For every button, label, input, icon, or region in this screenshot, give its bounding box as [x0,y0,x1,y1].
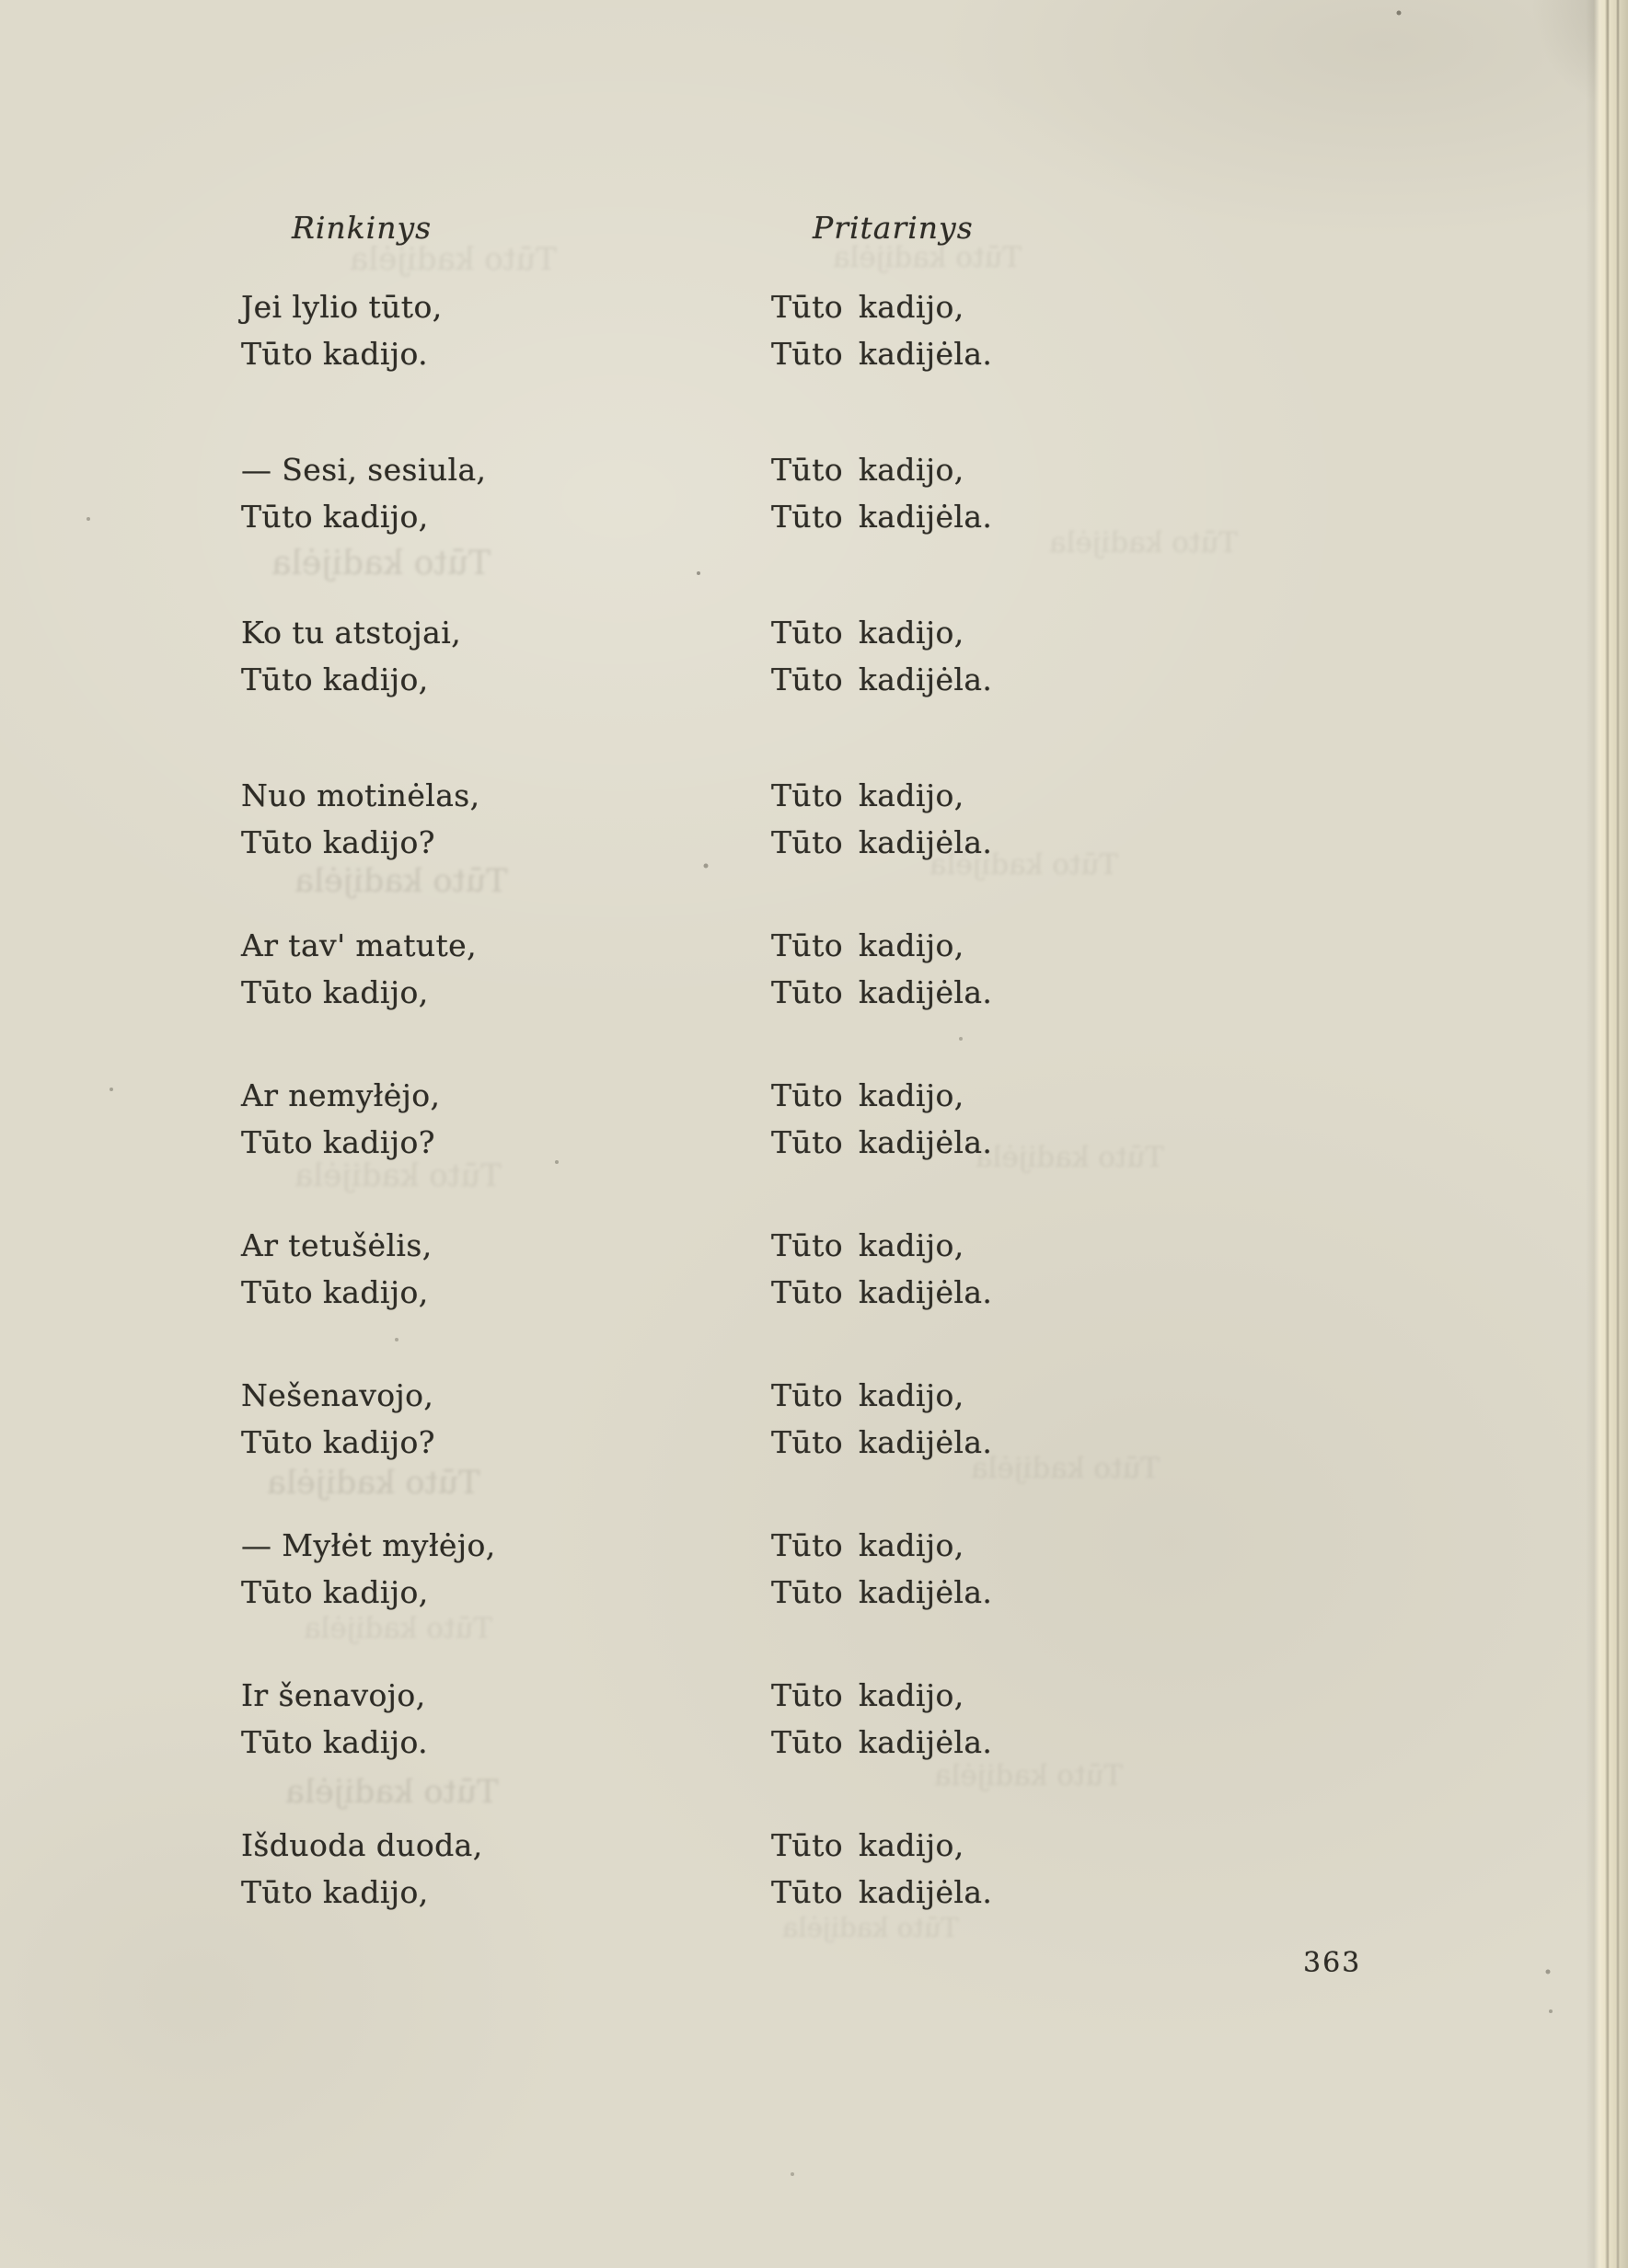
verse-line: Tūto kadijo, [771,777,964,813]
verse-line: Tūto kadijo, [241,662,429,697]
page-number: 363 [1303,1947,1362,1979]
verse-line: Tūto kadijo, [241,499,429,535]
verse-line: Tūto kadijo, [771,1227,964,1263]
show-through-ghost: Tūto kadijėla [294,863,508,900]
verse-line: Tūto kadijėla. [771,1724,993,1760]
verses-list [0,283,1628,1972]
verse-left-column [241,1522,496,1616]
column-header-rinkinys: Rinkinys [292,210,433,246]
verse-right-column [771,1072,992,1166]
verse-line: Tūto kadijo? [241,824,435,860]
verse-line: Ar tetušėlis, [241,1227,433,1263]
verse-line: Ar tav' matute, [241,927,477,963]
verse-line: Tūto kadijo, [241,1574,429,1610]
show-through-ghost: Tūto kadijėla [350,241,557,278]
verse-line: Nuo motinėlas, [241,777,480,813]
verse-line: Tūto kadijėla. [771,1424,993,1460]
verse-line: Tūto kadijo, [771,289,964,325]
verse-line: Tūto kadijėla. [771,1124,993,1160]
verse-line: Tūto kadijo, [771,1077,964,1113]
column-header-pritarinys: Pritarinys [813,210,974,246]
verse-right-column [771,609,992,703]
verse-line: Ir šenavojo, [241,1677,426,1713]
verse-line: Ar nemyłėjo, [241,1077,441,1113]
verse-line: Tūto kadijėla. [771,336,993,372]
verse-line: Tūto kadijo, [771,1677,964,1713]
verse-line: Tūto kadijo, [771,1377,964,1413]
verse-line: — Sesi, sesiula, [241,452,487,488]
verse-right-column [771,1222,992,1316]
verse-row [0,1522,1628,1672]
verse-right-column [771,922,992,1016]
verse-row [0,772,1628,922]
verse-line: Tūto kadijėla. [771,662,993,697]
verse-row [0,446,1628,609]
verse-line: Tūto kadijo, [241,1274,429,1310]
verse-line: Tūto kadijėla. [771,1274,993,1310]
show-through-ghost: Tūto kadijėla [782,1912,959,1943]
verse-left-column [241,922,477,1016]
verse-left-column [241,446,486,540]
show-through-ghost: Tūto kadijėla [971,1452,1160,1485]
verse-line: Tūto kadijėla. [771,1574,993,1610]
show-through-ghost: Tūto kadijėla [267,1465,480,1502]
verse-line: Nešenavojo, [241,1377,434,1413]
verse-row [0,1072,1628,1222]
verse-line: Išduoda duoda, [241,1827,483,1863]
show-through-ghost: Tūto kadijėla [271,545,491,582]
verse-right-column [771,772,992,866]
verse-right-column [771,283,992,377]
verse-right-column [771,1522,992,1616]
verse-line: — Myłėt myłėjo, [241,1527,496,1563]
verse-left-column [241,1822,483,1916]
verse-row [0,922,1628,1072]
verse-left-column [241,609,461,703]
verse-right-column [771,446,992,540]
verse-left-column [241,1372,435,1466]
verse-row [0,1822,1628,1972]
verse-right-column [771,1672,992,1766]
verse-row [0,1372,1628,1522]
verse-line: Tūto kadijo, [771,1527,964,1563]
verse-right-column [771,1372,992,1466]
verse-line: Tūto kadijėla. [771,824,993,860]
verse-line: Tūto kadijo. [241,1724,429,1760]
paper-specks [0,0,2,2]
verse-line: Tūto kadijo, [771,1827,964,1863]
verse-line: Tūto kadijo? [241,1424,435,1460]
verse-line: Ko tu atstojai, [241,615,462,650]
show-through-ghost: Tūto kadijėla [934,1759,1123,1792]
verse-line: Jei lylio tūto, [241,289,443,325]
verse-line: Tūto kadijo, [771,927,964,963]
verse-left-column [241,772,480,866]
verse-line: Tūto kadijo, [771,452,964,488]
show-through-ghost: Tūto kadijėla [294,1157,502,1194]
show-through-ghost: Tūto kadijėla [976,1141,1164,1174]
verse-row [0,283,1628,446]
verse-line: Tūto kadijo. [241,336,429,372]
verse-line: Tūto kadijo, [771,615,964,650]
verse-row [0,609,1628,772]
show-through-ghost: Tūto kadijėla [285,1774,499,1811]
verse-right-column [771,1822,992,1916]
verse-left-column [241,1672,428,1766]
show-through-ghost: Tūto kadijėla [304,1612,492,1645]
verse-row [0,1222,1628,1372]
verse-line: Tūto kadijėla. [771,1874,993,1910]
show-through-ghost: Tūto kadijėla [929,848,1118,881]
verse-left-column [241,1222,433,1316]
verse-line: Tūto kadijo, [241,1874,429,1910]
verse-left-column [241,283,443,377]
show-through-ghost: Tūto kadijėla [833,241,1022,274]
verse-left-column [241,1072,440,1166]
verse-line: Tūto kadijo, [241,974,429,1010]
verse-line: Tūto kadijo? [241,1124,435,1160]
show-through-ghost: Tūto kadijėla [1049,526,1238,559]
verse-line: Tūto kadijėla. [771,499,993,535]
verse-line: Tūto kadijėla. [771,974,993,1010]
verse-row [0,1672,1628,1822]
binding-edge [1586,0,1628,2268]
